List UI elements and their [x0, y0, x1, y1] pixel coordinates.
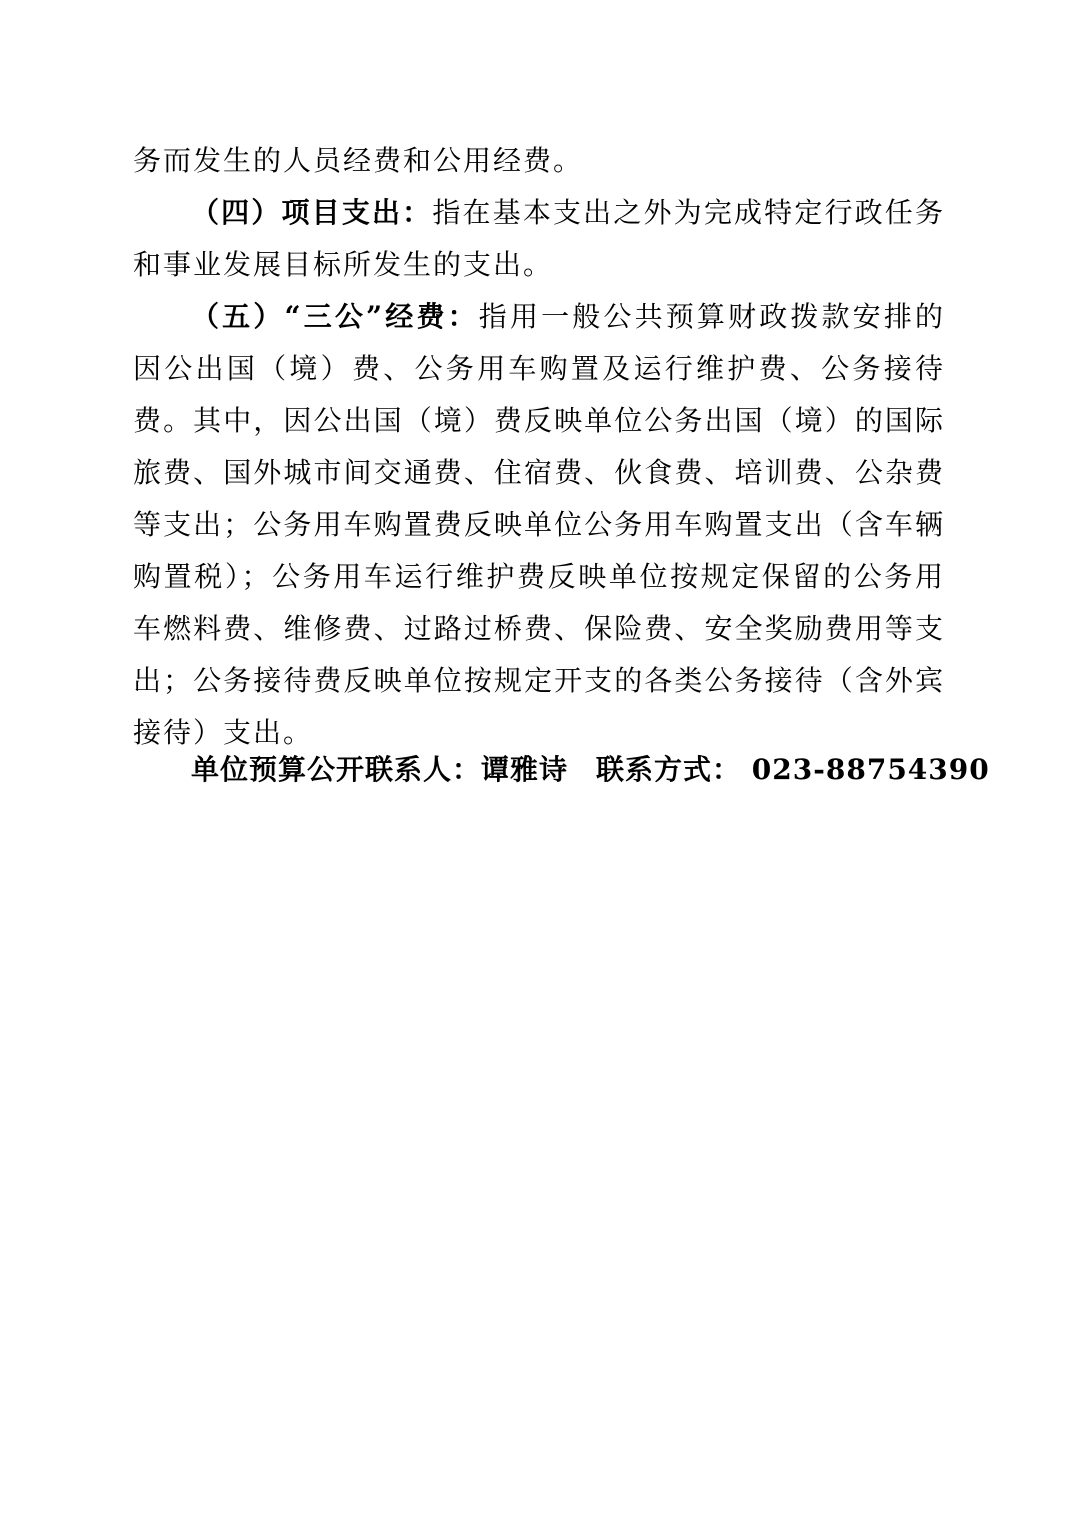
paragraph-item-4: [133, 187, 945, 291]
contact-line: [191, 744, 990, 796]
contact-method-label: 联系方式：: [596, 753, 742, 786]
contact-person-label: 单位预算公开联系人：: [191, 753, 482, 786]
item-4-text: 指在基本支出之外为完成特定行政任务和事业发展目标所发生的支出。: [133, 196, 945, 281]
item-5-text: 指用一般公共预算财政拨款安排的因公出国（境）费、公务用车购置及运行维护费、公务接待费。其中，因公出国（境）费反映单位公务出国（境）的国际旅费、国外城市间交通费、住宿费、伙食费、培训费、公杂费等支出；公务用车购置费反映单位公务用车购置支出（含车辆购置税）；公务用车运行维护费反映单位按规定保留的公务用车燃料费、维修费、过路过桥费、保险费、安全奖励费用等支出；公务接待费反映单位按规定开支的各类公务接待（含外宾接待）支出。: [133, 300, 945, 749]
document-body: [133, 135, 945, 759]
paragraph-continued: 务而发生的人员经费和公用经费。: [133, 144, 584, 177]
paragraph-item-5: [133, 291, 945, 759]
item-5-label: （五）“三公”经费：: [191, 300, 479, 333]
item-4-label: （四）项目支出：: [191, 196, 433, 229]
contact-phone: 023-88754390: [751, 753, 990, 786]
contact-person-name: 谭雅诗: [481, 753, 569, 786]
